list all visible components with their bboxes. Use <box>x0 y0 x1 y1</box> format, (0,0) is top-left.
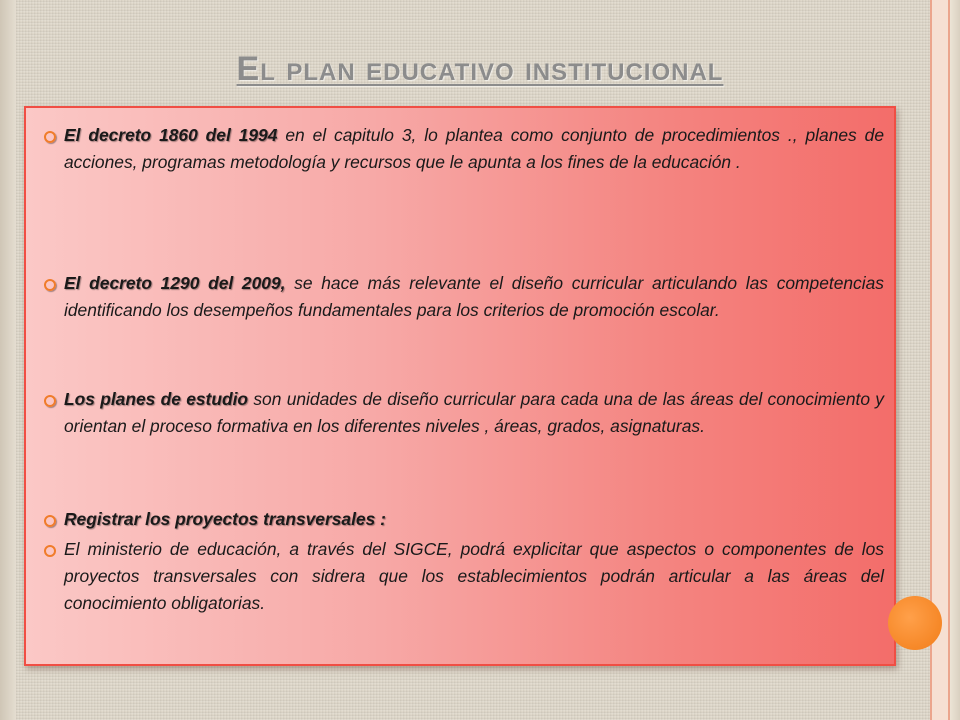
slide-right-edge <box>950 0 960 720</box>
item-lead: Registrar los proyectos transversales : <box>64 509 386 529</box>
slide-title: El plan educativo institucional <box>236 50 724 88</box>
bullet-icon <box>44 131 56 143</box>
bullet-icon <box>44 395 56 407</box>
item-text <box>44 536 884 617</box>
accent-circle <box>888 596 942 650</box>
content-box <box>24 106 896 666</box>
item-text <box>44 122 884 176</box>
bullet-icon <box>44 545 56 557</box>
item-text <box>44 386 884 440</box>
bullet-icon <box>44 279 56 291</box>
item-body: en el capitulo 3, lo plantea como conjunto de procedimientos ., planes de acciones, programas metodología y recursos que le apunta a los fines de la educación . <box>64 125 884 172</box>
item-text <box>44 506 884 533</box>
list-item <box>44 270 884 324</box>
bullet-icon <box>44 515 56 527</box>
item-lead: El decreto 1290 del 2009, <box>64 273 286 293</box>
item-body: El ministerio de educación, a través del SIGCE, podrá explicitar que aspectos o componentes de los proyectos transversales con sidrera que los establecimientos podrán articular a las áreas del conocimiento obligatorias. <box>64 539 884 613</box>
item-lead: Los planes de estudio <box>64 389 249 409</box>
item-text <box>44 270 884 324</box>
list-item <box>44 506 884 533</box>
item-lead: El decreto 1860 del 1994 <box>64 125 278 145</box>
list-item <box>44 122 884 176</box>
slide-left-frame <box>0 0 16 720</box>
item-body: se hace más relevante el diseño curricular articulando las competencias identificando los desempeños fundamentales para los criterios de promoción escolar. <box>64 273 884 320</box>
item-body: son unidades de diseño curricular para cada una de las áreas del conocimiento y orientan el proceso formativa en los diferentes niveles , áreas, grados, asignaturas. <box>64 389 884 436</box>
list-item <box>44 386 884 440</box>
list-item <box>44 536 884 617</box>
